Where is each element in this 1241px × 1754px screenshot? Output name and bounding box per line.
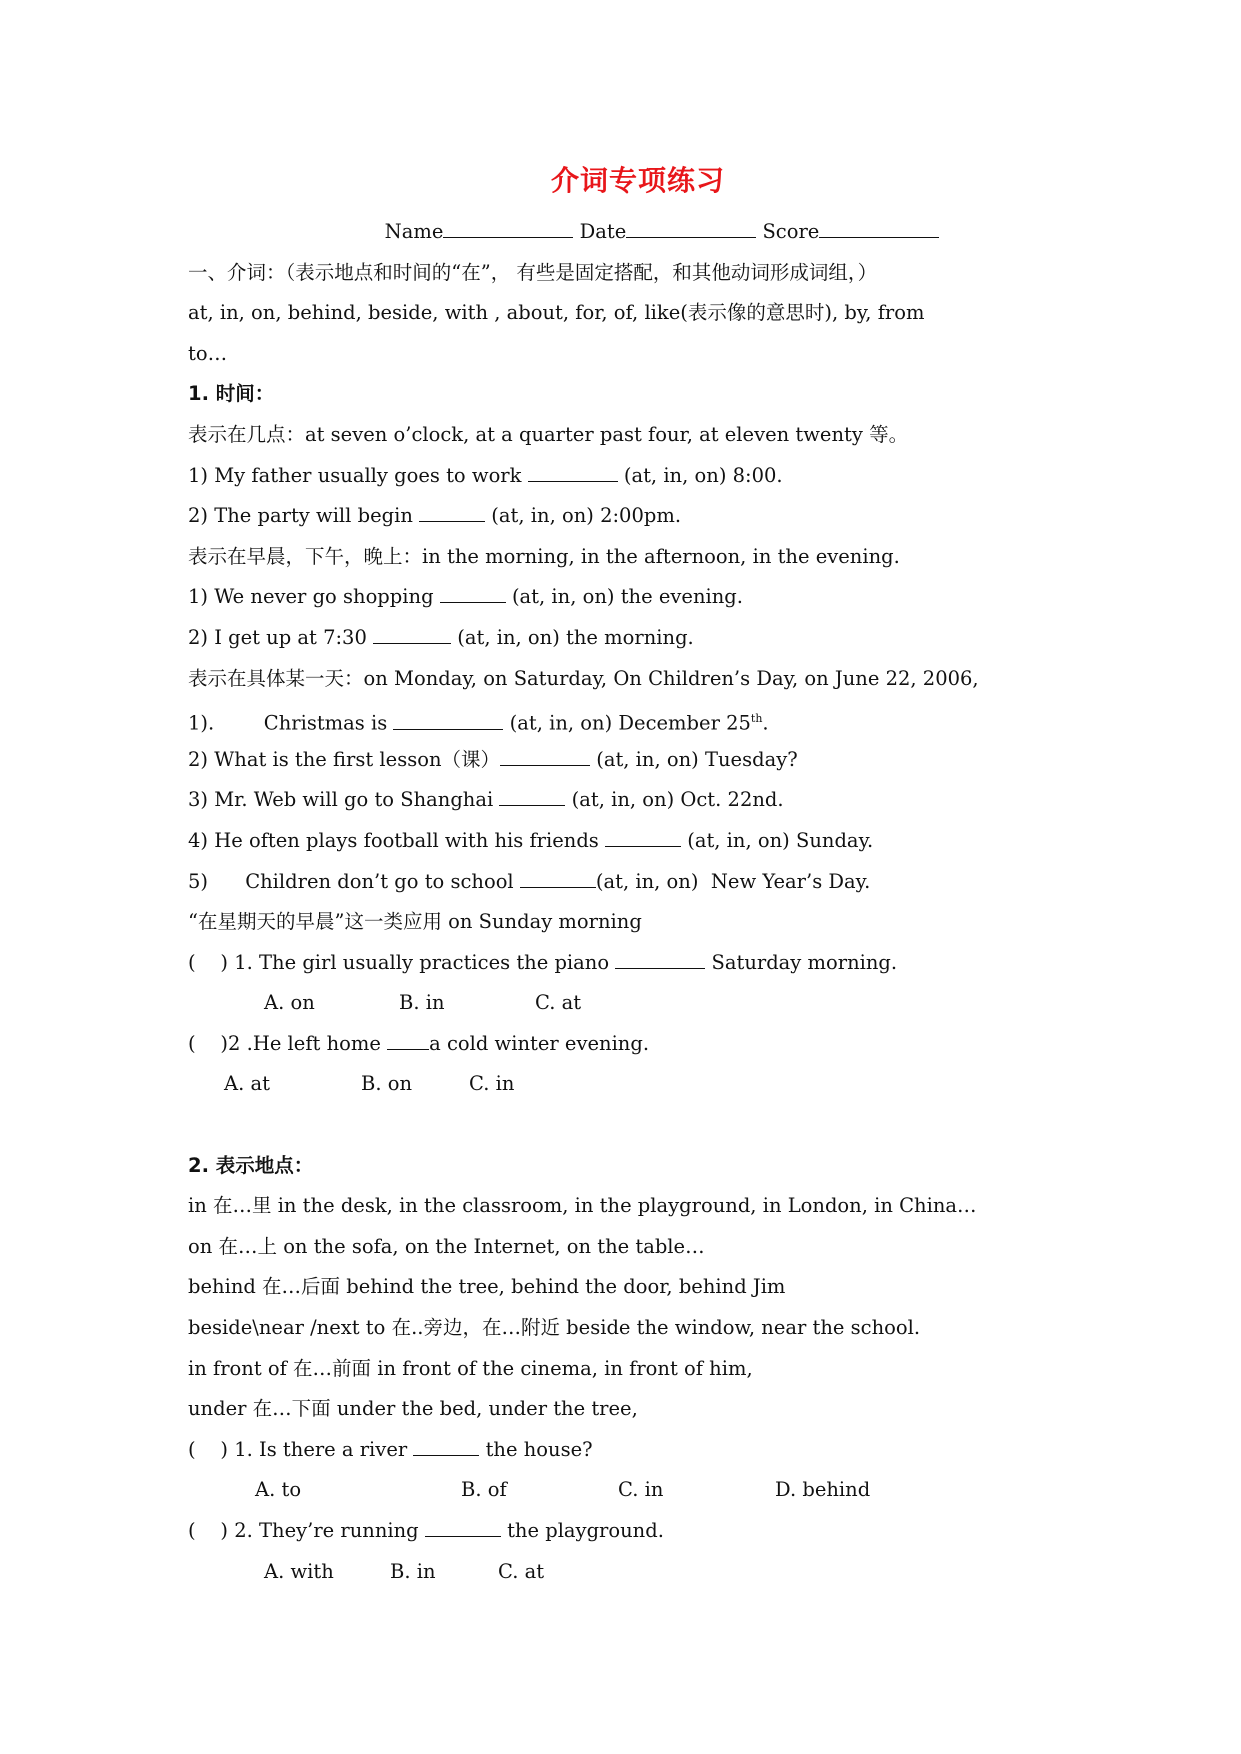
intro-heading: 一、介词：（表示地点和时间的“在”， 有些是固定搭配，和其他动词形成词组，） — [188, 260, 878, 284]
score-blank[interactable] — [819, 217, 939, 238]
worksheet-page — [188, 160, 1088, 1592]
answer-blank[interactable] — [500, 745, 590, 766]
answer-blank[interactable] — [413, 1435, 479, 1456]
answer-blank[interactable] — [528, 461, 618, 482]
option-a[interactable]: A. at — [224, 1072, 270, 1096]
option-c[interactable]: C. at — [535, 991, 582, 1015]
date-label: Date — [579, 220, 627, 243]
answer-blank[interactable] — [499, 785, 565, 806]
score-label: Score — [762, 220, 820, 243]
combo-rule: “在星期天的早晨”这一类应用 on Sunday morning — [188, 910, 642, 934]
daypart-question-2: 2) I get up at 7:30 (at, in, on) the morning. — [188, 618, 1088, 659]
under-rule: under 在…下面 under the bed, under the tree, — [188, 1397, 638, 1421]
place-mc-options-1 — [188, 1470, 1088, 1511]
answer-blank[interactable] — [419, 501, 485, 522]
date-question-5: 5) Children don’t go to school (at, in, on) New Year’s Day. — [188, 862, 1088, 903]
option-a[interactable]: A. to — [255, 1478, 302, 1502]
answer-blank[interactable] — [393, 709, 503, 730]
option-a[interactable]: A. with — [264, 1559, 334, 1583]
time-mc-question-2: ( )2 .He left home a cold winter evening. — [188, 1024, 1088, 1065]
answer-blank[interactable] — [387, 1029, 429, 1050]
answer-blank[interactable] — [615, 948, 705, 969]
header-fields — [188, 212, 1088, 253]
option-b[interactable]: B. on — [361, 1072, 413, 1096]
place-mc-options-2 — [188, 1552, 1088, 1593]
option-c[interactable]: C. in — [469, 1072, 515, 1096]
option-c[interactable]: C. at — [498, 1559, 545, 1583]
date-question-2: 2) What is the first lesson（课） (at, in, on) Tuesday? — [188, 740, 1088, 781]
on-rule: on 在…上 on the sofa, on the Internet, on the table… — [188, 1234, 705, 1258]
place-mc-question-2: ( ) 2. They’re running the playground. — [188, 1511, 1088, 1552]
time-mc-options-1 — [188, 983, 1088, 1024]
option-b[interactable]: B. in — [399, 991, 445, 1015]
date-question-3: 3) Mr. Web will go to Shanghai (at, in, on) Oct. 22nd. — [188, 780, 1088, 821]
answer-blank[interactable] — [520, 867, 596, 888]
option-b[interactable]: B. of — [461, 1478, 507, 1502]
front-rule: in front of 在…前面 in front of the cinema, in front of him, — [188, 1356, 753, 1380]
option-d[interactable]: D. behind — [775, 1478, 871, 1502]
answer-blank[interactable] — [605, 826, 681, 847]
place-heading: 2. 表示地点： — [188, 1153, 314, 1177]
name-blank[interactable] — [443, 217, 573, 238]
preposition-list-cont: to… — [188, 341, 228, 365]
date-blank[interactable] — [626, 217, 756, 238]
daypart-rule: 表示在早晨，下午，晚上：in the morning, in the afternoon, in the evening. — [188, 544, 900, 568]
option-c[interactable]: C. in — [618, 1478, 664, 1502]
date-question-1: 1). Christmas is (at, in, on) December 25th. — [188, 699, 1088, 740]
date-question-4: 4) He often plays football with his friends (at, in, on) Sunday. — [188, 821, 1088, 862]
date-rule: 表示在具体某一天：on Monday, on Saturday, On Children’s Day, on June 22, 2006, — [188, 666, 979, 690]
clock-rule: 表示在几点：at seven o’clock, at a quarter past four, at eleven twenty 等。 — [188, 422, 909, 446]
time-heading: 1. 时间： — [188, 382, 275, 406]
option-b[interactable]: B. in — [390, 1559, 436, 1583]
beside-rule: beside\near /next to 在..旁边，在…附近 beside the window, near the school. — [188, 1316, 921, 1340]
answer-blank[interactable] — [373, 623, 451, 644]
name-label: Name — [384, 220, 444, 243]
time-mc-options-2 — [188, 1064, 1088, 1105]
preposition-list: at, in, on, behind, beside, with , about, for, of, like(表示像的意思时), by, from — [188, 301, 925, 325]
option-a[interactable]: A. on — [264, 991, 315, 1015]
in-rule: in 在…里 in the desk, in the classroom, in the playground, in London, in China… — [188, 1194, 977, 1218]
answer-blank[interactable] — [425, 1516, 501, 1537]
daypart-question-1: 1) We never go shopping (at, in, on) the evening. — [188, 577, 1088, 618]
page-title: 介词专项练习 — [550, 164, 725, 197]
behind-rule: behind 在…后面 behind the tree, behind the door, behind Jim — [188, 1275, 786, 1299]
clock-question-2: 2) The party will begin (at, in, on) 2:00pm. — [188, 496, 1088, 537]
time-mc-question-1: ( ) 1. The girl usually practices the piano Saturday morning. — [188, 943, 1088, 984]
answer-blank[interactable] — [440, 582, 506, 603]
clock-question-1: 1) My father usually goes to work (at, in, on) 8:00. — [188, 456, 1088, 497]
place-mc-question-1: ( ) 1. Is there a river the house? — [188, 1430, 1088, 1471]
section-spacer — [188, 1105, 1088, 1146]
